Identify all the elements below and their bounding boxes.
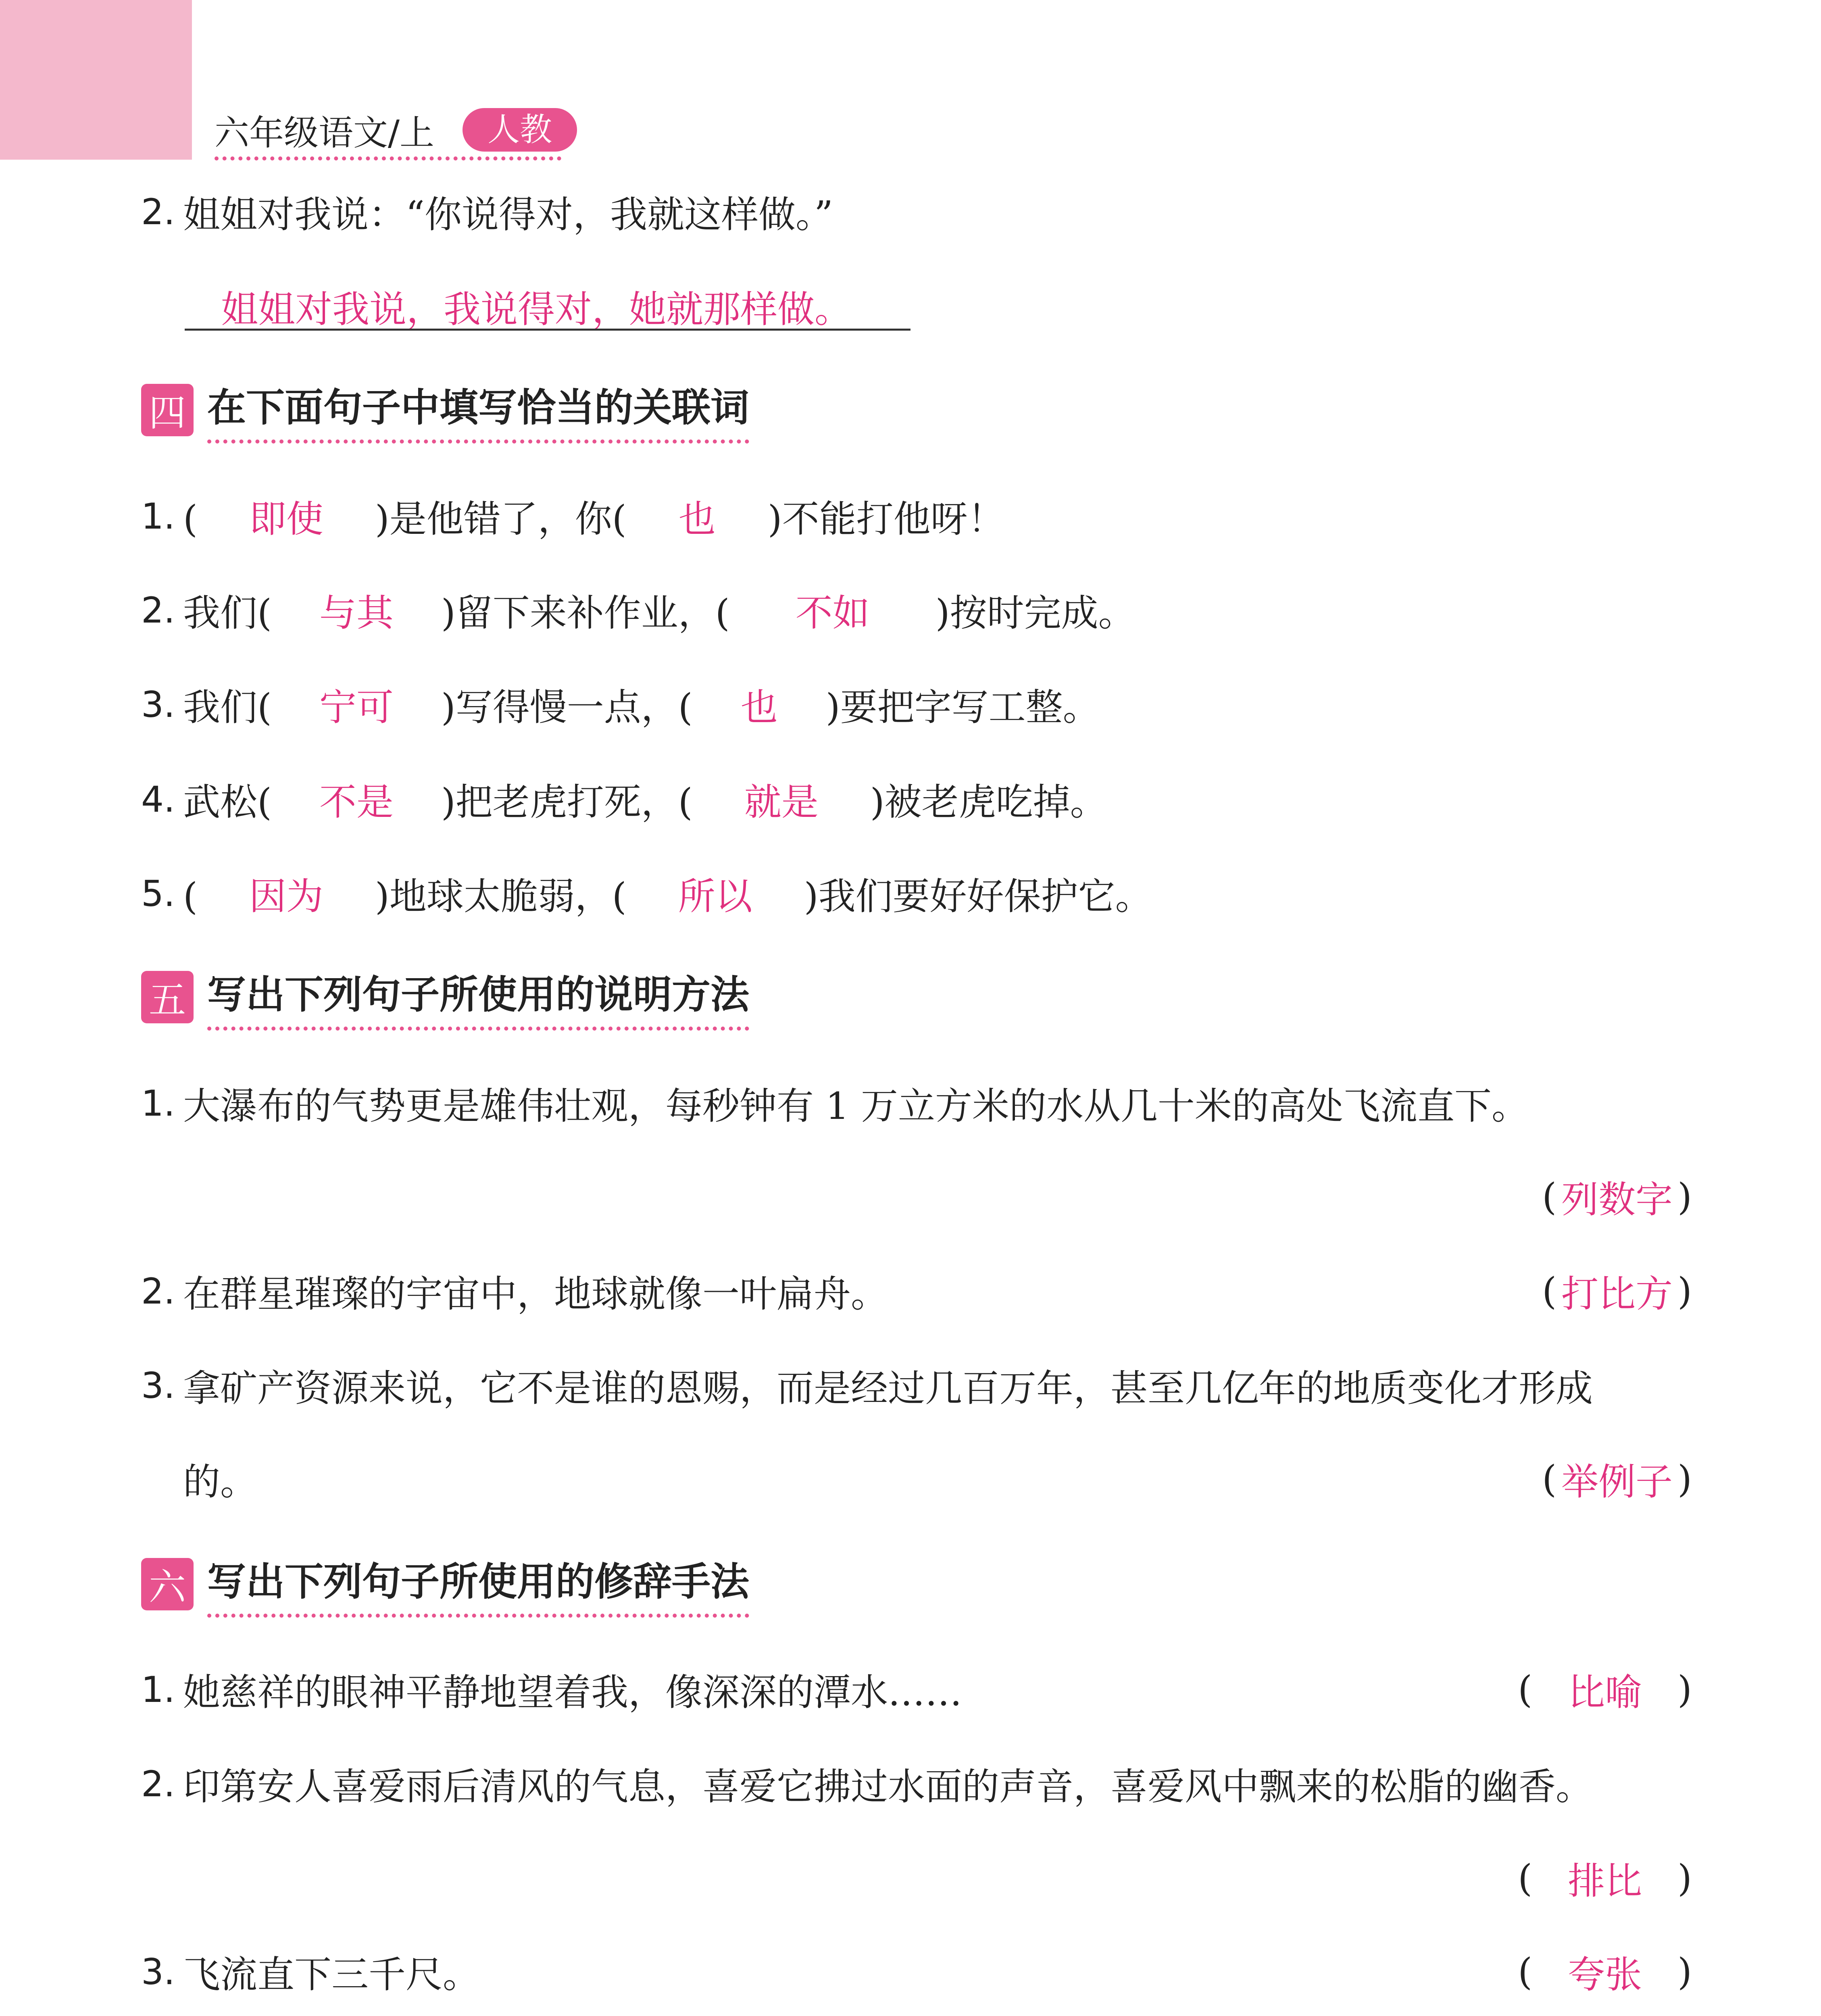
- text-part: (: [183, 498, 198, 541]
- question-number: 1.: [141, 1082, 175, 1124]
- text-part: 武松(: [183, 781, 272, 824]
- list-item: [141, 1661, 1692, 1718]
- question-number: 2.: [141, 1270, 175, 1312]
- answer-row: [141, 1168, 1692, 1225]
- question-text: 在群星璀璨的宇宙中，地球就像一叶扁舟。: [183, 1272, 888, 1316]
- question-text: 姐姐对我说：“你说得对，我就这样做。”: [183, 193, 833, 236]
- question-number: 1.: [141, 495, 175, 537]
- list-item: [141, 771, 1692, 827]
- question-number: 4.: [141, 778, 175, 820]
- answer-blank: 就是: [744, 781, 819, 824]
- answer-blank: 不是: [319, 781, 394, 824]
- question-text: 拿矿产资源来说，它不是谁的恩赐，而是经过几百万年，甚至几亿年的地质变化才形成: [183, 1367, 1593, 1410]
- answer-slot: ( 列数字 ): [1542, 1170, 1692, 1223]
- question-number: 2.: [141, 1763, 175, 1805]
- answer-blank: 也: [740, 686, 778, 729]
- text-part: )地球太脆弱，(: [375, 875, 627, 918]
- list-item: [141, 1943, 1692, 2000]
- answer-blank: 也: [678, 498, 716, 541]
- text-part: )被老虎吃掉。: [870, 781, 1107, 824]
- list-item: [141, 1075, 1692, 1131]
- section-4-header: [141, 380, 749, 440]
- list-item-continuation: [141, 1451, 1692, 1507]
- corner-tab: [0, 0, 192, 160]
- text-part: )我们要好好保护它。: [804, 875, 1152, 918]
- header-underline: [215, 156, 561, 160]
- question-number: 2.: [141, 589, 175, 631]
- list-item: [141, 488, 1692, 544]
- list-item: [141, 1263, 1692, 1319]
- question-text: 飞流直下三千尺。: [183, 1953, 480, 1996]
- list-item: [141, 582, 1692, 638]
- page-header: [215, 106, 577, 154]
- section-title: 写出下列句子所使用的说明方法: [207, 964, 749, 1031]
- answer-slot: ( 夸张 ): [1518, 1945, 1692, 1998]
- text-part: 我们(: [183, 591, 272, 635]
- answer-blank: 即使: [249, 498, 323, 541]
- question-text: 她慈祥的眼神平静地望着我，像深深的潭水……: [183, 1671, 963, 1714]
- text-part: )写得慢一点，(: [441, 686, 693, 729]
- question-number: 3.: [141, 1364, 175, 1406]
- answer-line: [185, 329, 910, 331]
- list-item: [141, 1756, 1692, 1812]
- rewrite-answer: 姐姐对我说，我说得对，她就那样做。: [221, 288, 852, 331]
- answer-slot: ( 举例子 ): [1542, 1452, 1692, 1506]
- question-text: 印第安人喜爱雨后清风的气息，喜爱它拂过水面的声音，喜爱风中飘来的松脂的幽香。: [183, 1765, 1593, 1808]
- question-text-continuation: 的。: [183, 1460, 258, 1504]
- question-text: [183, 867, 1152, 920]
- header-title: 六年级语文/上: [215, 113, 434, 153]
- question-text: [183, 678, 1100, 731]
- list-item: [141, 676, 1692, 733]
- answer-blank: 宁可: [319, 686, 394, 729]
- answer-blank: 所以: [678, 875, 752, 918]
- text-part: 我们(: [183, 686, 272, 729]
- section-number-badge: 五: [141, 971, 194, 1023]
- answer-text: 举例子: [1561, 1460, 1673, 1504]
- answer-slot: ( 打比方 ): [1542, 1264, 1692, 1318]
- section-6-header: [141, 1554, 749, 1614]
- list-item: [141, 1357, 1692, 1414]
- question-number: 1.: [141, 1668, 175, 1710]
- question-text: [183, 583, 1136, 637]
- answer-row: [141, 1850, 1692, 1906]
- section-number-badge: 六: [141, 1558, 194, 1610]
- text-part: (: [183, 875, 198, 918]
- list-item: [141, 865, 1692, 922]
- answer-text: 列数字: [1561, 1178, 1673, 1221]
- answer-blank: 不如: [795, 591, 870, 635]
- answer-text: 夸张: [1568, 1953, 1642, 1996]
- question-number: 3.: [141, 1951, 175, 1993]
- text-part: )不能打他呀！: [767, 498, 1005, 541]
- text-part: )按时完成。: [935, 591, 1136, 635]
- text-part: )留下来补作业，(: [441, 591, 730, 635]
- text-part: )是他错了，你(: [375, 498, 627, 541]
- section-title: 在下面句子中填写恰当的关联词: [207, 377, 749, 444]
- question-text: [183, 773, 1107, 826]
- edition-badge: 人教: [463, 108, 577, 152]
- answer-slot: ( 比喻 ): [1518, 1663, 1692, 1716]
- question-text: [183, 489, 1005, 543]
- rewrite-question: [141, 183, 1692, 240]
- answer-blank: 与其: [319, 591, 394, 635]
- answer-text: 打比方: [1561, 1272, 1673, 1316]
- question-text: 大瀑布的气势更是雄伟壮观，每秒钟有 1 万立方米的水从几十米的高处飞流直下。: [183, 1085, 1529, 1128]
- question-number: 2.: [141, 191, 175, 233]
- answer-text: 排比: [1568, 1860, 1642, 1903]
- answer-text: 比喻: [1568, 1671, 1642, 1714]
- text-part: )把老虎打死，(: [441, 781, 693, 824]
- section-title: 写出下列句子所使用的修辞手法: [207, 1551, 749, 1618]
- answer-blank: 因为: [249, 875, 323, 918]
- section-number-badge: 四: [141, 384, 194, 436]
- section-5-header: [141, 967, 749, 1027]
- question-number: 5.: [141, 873, 175, 914]
- answer-slot: ( 排比 ): [1518, 1851, 1692, 1905]
- question-number: 3.: [141, 683, 175, 725]
- text-part: )要把字写工整。: [825, 686, 1100, 729]
